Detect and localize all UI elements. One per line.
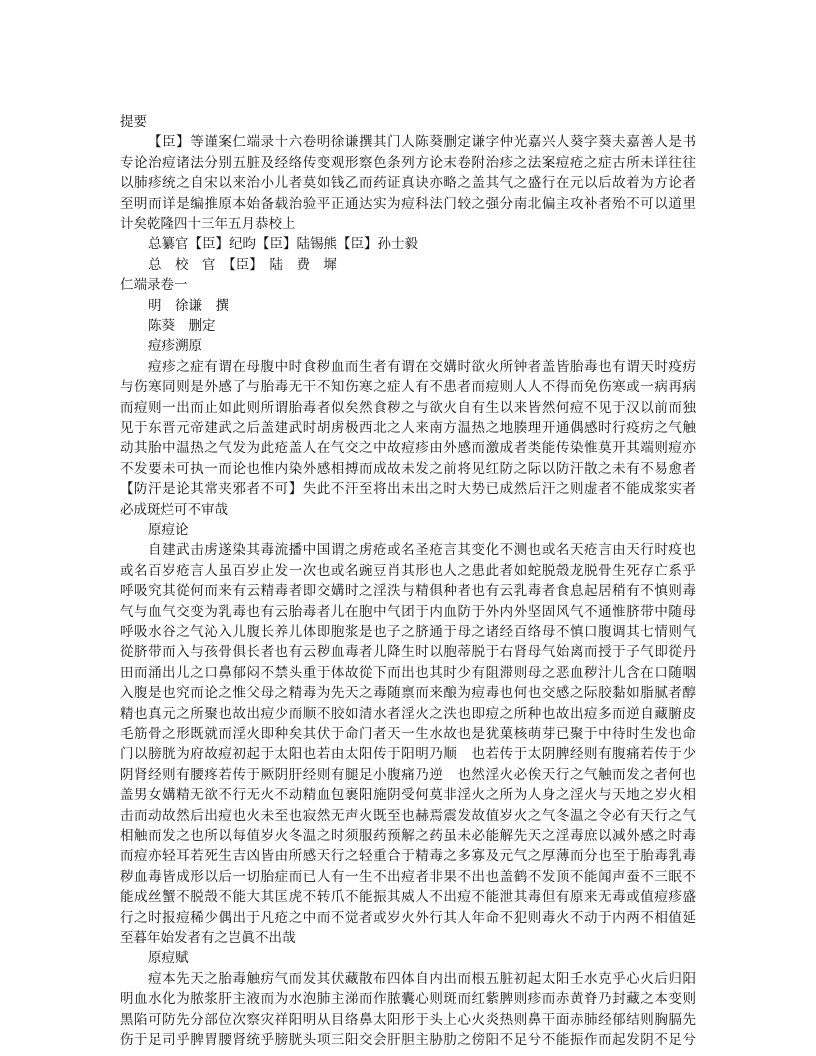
text-line: 总 校 官 【臣】 陆 费 墀 (148, 256, 337, 273)
text-line: 伤于足司乎脾胃腰肾统乎膀胱头项三阳交会肝胆主胁肋之傍阳不足兮不能振作而起发阴不足兮 (120, 1032, 696, 1048)
text-line: 而痘则一出而止如此则所谓胎毒者似矣然食秽之与欲火自有生以来皆然何痘不见于汉以前而独 (120, 399, 696, 416)
text-line: 不发要未可执一而论也惟内染外感相搏而成故未发之前将见红防之际以防汗散之未有不易愈者 (120, 460, 696, 477)
text-line: 明 徐谦 撰 (148, 297, 229, 314)
text-line: 总纂官【臣】纪昀【臣】陆锡熊【臣】孙士毅 (148, 236, 418, 253)
text-line: 秽血毒皆成形以后一切胎症而已人有一生不出痘者非果不出也盖鹤不发顶不能闻声蚕不三眠不 (120, 868, 696, 885)
text-line: 与伤寒同则是外感了与胎毒无干不知伤寒之症人有不患者而痘则人人不得而免伤寒或一病再病 (120, 379, 696, 396)
text-line: 痘本先天之胎毒触疠气而发其伏藏散布四体自内出而根五脏初起太阳壬水克乎心火后归阳 (148, 970, 696, 987)
text-line: 呼吸水谷之气沁入儿腹长养儿体即胞浆是也子之脐通于母之诸经百络母不慎口腹调其七情则气 (120, 624, 696, 640)
text-line: 见于东晋元帝建武之后盖建武时胡虏极西北之人来南方温热之地腠理开通偶感时行疫疠之气触 (120, 420, 696, 436)
text-line: 计矣乾隆四十三年五月恭校上 (120, 216, 296, 232)
text-line: 必成斑烂可不审哉 (120, 501, 228, 518)
text-line: 行之时报痘稀少偶出于凡疮之中而不觉者或岁火外行其人年命不犯则毒火不动于内两不相值延 (120, 909, 696, 926)
text-line: 明血水化为脓浆肝主液而为水泡肺主涕而作脓囊心则斑而红紫脾则疹而赤黄脊乃封藏之本变则 (120, 991, 696, 1008)
text-line: 黑陷可防先分部位次察灾祥阳明从目络鼻太阳形于头上心火炎热则鼻干面赤肺经郁结则胸膈先 (120, 1011, 696, 1028)
text-line: 击而动故然后出痘也火未至也寂然无声火既至也赫焉震发故值岁火之气冬温之令必有天行之气 (120, 807, 696, 824)
text-line: 动其胎中温热之气发为此疮盖人在气交之中故痘疹由外感而激成者类能传染惟莫开其端则痘亦 (120, 440, 696, 457)
text-line: 气与血气交变为乳毒也有云胎毒者儿在胞中气团于内血防于外内外坚固风气不通惟脐带中随母 (120, 603, 696, 620)
text-line: 毛筋骨之形既就而淫火即种矣其伏于命门者天一生水故也是犹菓核萌芽已聚于中待时生发也命 (120, 726, 696, 742)
text-line: 從脐带而入与孩骨俱长者也有云秽血毒者儿降生时以胞蒂脱于右肾母气始离而授于子气即從丹 (120, 644, 696, 661)
text-line: 至暮年始发者有之岂眞不出哉 (120, 930, 296, 946)
text-line: 至明而详是编推原本始备载治验平正通达实为痘科法门较之强分南北偏主攻补者殆不可以道里 (120, 195, 696, 212)
text-line: 专论治痘诸法分别五脏及经络传变观形察色条列方论末卷附治疹之法案痘疮之症古所未详往往 (120, 154, 696, 171)
text-line: 田而涌出儿之口鼻郁闷不禁头重于体故從下而出也其时少有阻滞则母之恶血秽汁儿含在口随咽 (120, 664, 696, 681)
text-line: 痘疹溯原 (148, 338, 202, 355)
text-line: 痘疹之症有谓在母腹中时食秽血而生者有谓在交媾时欲火所钟者盖皆胎毒也有谓天时疫疠 (148, 358, 696, 375)
text-line: 仁端录卷一 (120, 277, 188, 294)
text-line: 以肺疹统之自宋以来治小儿者莫如钱乙而药证真诀亦略之盖其气之盛行在元以后故着为方论者 (120, 175, 696, 192)
text-line: 自建武击虏遂染其毒流播中国谓之虏疮或名圣疮言其变化不测也或名天疮言由天行时疫也 (148, 542, 696, 559)
text-line: 而痘亦轻耳若死生吉凶皆由所感天行之轻重合于精毒之多寡及元气之厚薄而分也至于胎毒乳毒 (120, 848, 696, 865)
text-line: 陈葵 删定 (148, 318, 216, 334)
text-line: 或名百岁疮言人虽百岁止发一次也或名豌豆肖其形也人之患此者如蛇脱殼龙脱骨生死存亡系乎 (120, 562, 696, 579)
text-line: 能成丝蟹不脱殼不能大其匡虎不转爪不能振其威人不出痘不能泄其毒但有原来无毒或值痘疹盛 (120, 889, 696, 906)
text-line: 呼吸究其從何而来有云精毒者即交媾时之淫泆与精俱种者也有云乳毒者食息起居稍有不慎则毒 (120, 583, 696, 600)
text-line: 阴肾经则有腰疼若传于厥阴肝经则有腿足小腹痛乃逆 也然淫火必俟天行之气触而发之者何也 (120, 766, 696, 783)
text-line: 精也真元之所聚也故出痘少而顺不胶如清水者淫火之泆也即痘之所种也故出痘多而逆自藏腑皮 (120, 705, 696, 722)
text-line: 入腹是也究而论之惟父母之精毒为先天之毒随禀而来酿为痘毒也何也交感之际胶黏如脂腻者醇 (120, 685, 696, 702)
text-line: 原痘论 (148, 522, 189, 538)
text-line: 原痘赋 (148, 950, 189, 967)
text-line: 门以膀胱为府故痘初起于太阳也若由太阳传于阳明乃顺 也若传于太阴脾经则有腹痛若传于少 (120, 746, 696, 763)
text-line: 相触而发之也所以每值岁火冬温之时须服药预解之药虽未必能解先天之淫毒庶以减外感之时毒 (120, 828, 696, 844)
text-line: 【防汗是论其常夹邪者不可】失此不汗至将出未出之时大势已成然后汗之则虚者不能成浆实者 (120, 481, 696, 498)
text-line: 提要 (120, 114, 147, 130)
text-line: 盖男女媾精无欲不行无火不动精血包裹阳施阴受何莫非淫火之所为人身之淫火与天地之岁火相 (120, 787, 696, 804)
text-line: 【臣】等谨案仁端录十六卷明徐谦撰其门人陈葵删定谦字仲光嘉兴人葵字葵夫嘉善人是书 (148, 134, 696, 151)
